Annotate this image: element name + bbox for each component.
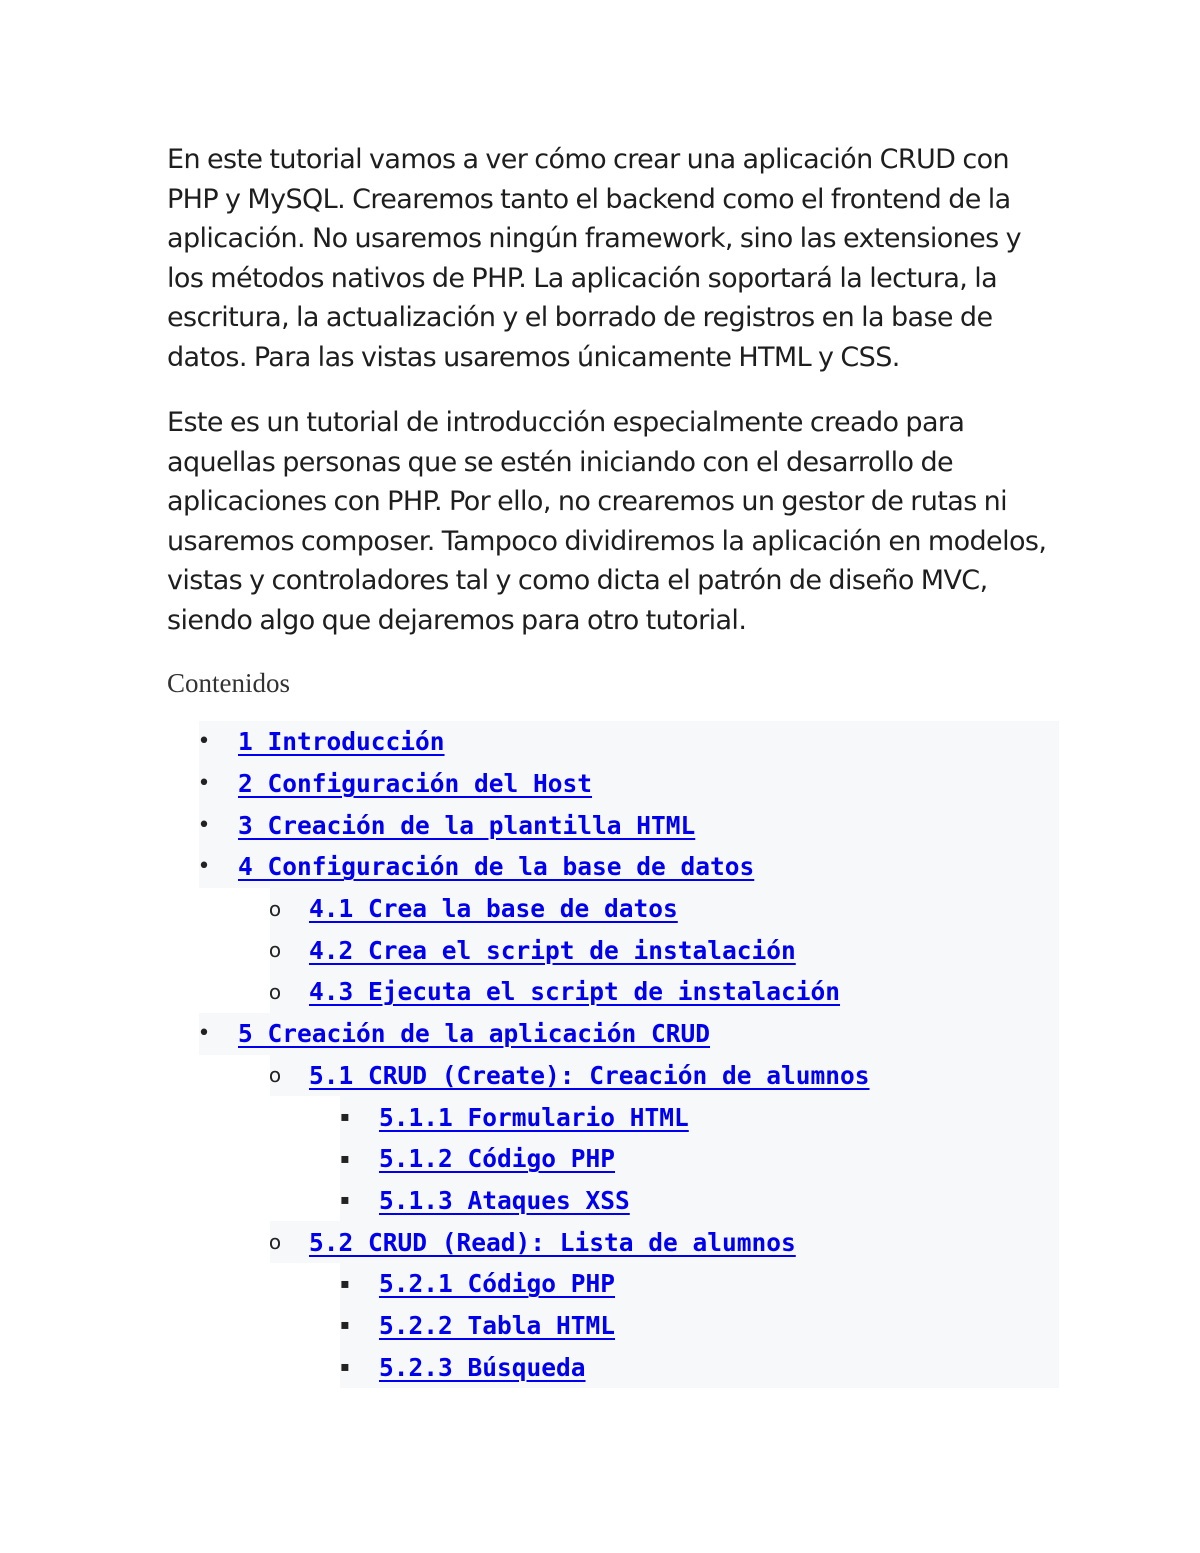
bullet-square-icon: ▪ [340,1192,350,1209]
bullet-disc-icon: • [197,729,211,755]
toc-item [167,1180,1047,1222]
toc-item [167,763,1047,805]
toc-link[interactable]: 5.2.1 Código PHP [379,1269,616,1299]
bullet-circle-icon: o [268,938,282,963]
toc-item [167,1055,1047,1097]
toc-link[interactable]: 2 Configuración del Host [238,769,593,799]
toc-item [167,888,1047,930]
toc-item [167,1138,1047,1180]
toc-link[interactable]: 5.2.2 Tabla HTML [379,1310,616,1340]
bullet-circle-icon: o [268,896,282,921]
bullet-disc-icon: • [197,771,211,797]
bullet-circle-icon: o [268,1063,282,1088]
table-of-contents [167,721,1047,1388]
toc-link[interactable]: 5.1.2 Código PHP [379,1144,616,1174]
bullet-square-icon: ▪ [340,1109,350,1126]
toc-link[interactable]: 4.2 Crea el script de instalación [309,935,796,965]
toc-item [167,1346,1047,1388]
toc-item [167,1221,1047,1263]
toc-item [167,971,1047,1013]
bullet-disc-icon: • [197,854,211,880]
toc-link[interactable]: 1 Introducción [238,727,445,757]
toc-link[interactable]: 4.1 Crea la base de datos [309,894,678,924]
toc-item [167,1263,1047,1305]
toc-item [167,1305,1047,1347]
toc-item [167,804,1047,846]
toc-title: Contenidos [167,668,291,698]
bullet-disc-icon: • [197,1021,211,1047]
toc-item [167,1013,1047,1055]
bullet-square-icon: ▪ [340,1317,350,1334]
toc-link[interactable]: 5.1.1 Formulario HTML [379,1102,689,1132]
toc-item [167,721,1047,763]
toc-link[interactable]: 5.1.3 Ataques XSS [379,1185,630,1215]
bullet-circle-icon: o [268,979,282,1004]
toc-item [167,929,1047,971]
bullet-disc-icon: • [197,812,211,838]
intro-paragraph-2: Este es un tutorial de introducción especialmente creado para aquellas personas que se estén iniciando con el desarrollo de aplicaciones con PHP. Por ello, no crearemos un gestor de rutas ni usaremos composer. Tampoco dividiremos la aplicación en modelos, vistas y controladores tal y como dicta el patrón de diseño MVC, siendo algo que dejaremos para otro tutorial. [167,407,1047,636]
bullet-square-icon: ▪ [340,1150,350,1167]
toc-link[interactable]: 5.2.3 Búsqueda [379,1352,586,1382]
toc-link[interactable]: 5 Creación de la aplicación CRUD [238,1019,711,1049]
toc-link[interactable]: 4.3 Ejecuta el script de instalación [309,977,841,1007]
bullet-square-icon: ▪ [340,1275,350,1292]
bullet-square-icon: ▪ [340,1359,350,1376]
intro-paragraph-1: En este tutorial vamos a ver cómo crear una aplicación CRUD con PHP y MySQL. Crearemos tanto el backend como el frontend de la aplicación. No usaremos ningún framework, sino las extensiones y los métodos nativos de PHP. La aplicación soportará la lectura, la escritura, la actualización y el borrado de registros en la base de datos. Para las vistas usaremos únicamente HTML y CSS. [167,144,1022,373]
toc-item [167,846,1047,888]
toc-link[interactable]: 5.1 CRUD (Create): Creación de alumnos [309,1060,870,1090]
toc-link[interactable]: 5.2 CRUD (Read): Lista de alumnos [309,1227,796,1257]
toc-link[interactable]: 4 Configuración de la base de datos [238,852,755,882]
toc-item [167,1096,1047,1138]
bullet-circle-icon: o [268,1230,282,1255]
document-page [167,140,1047,1388]
toc-link[interactable]: 3 Creación de la plantilla HTML [238,810,696,840]
